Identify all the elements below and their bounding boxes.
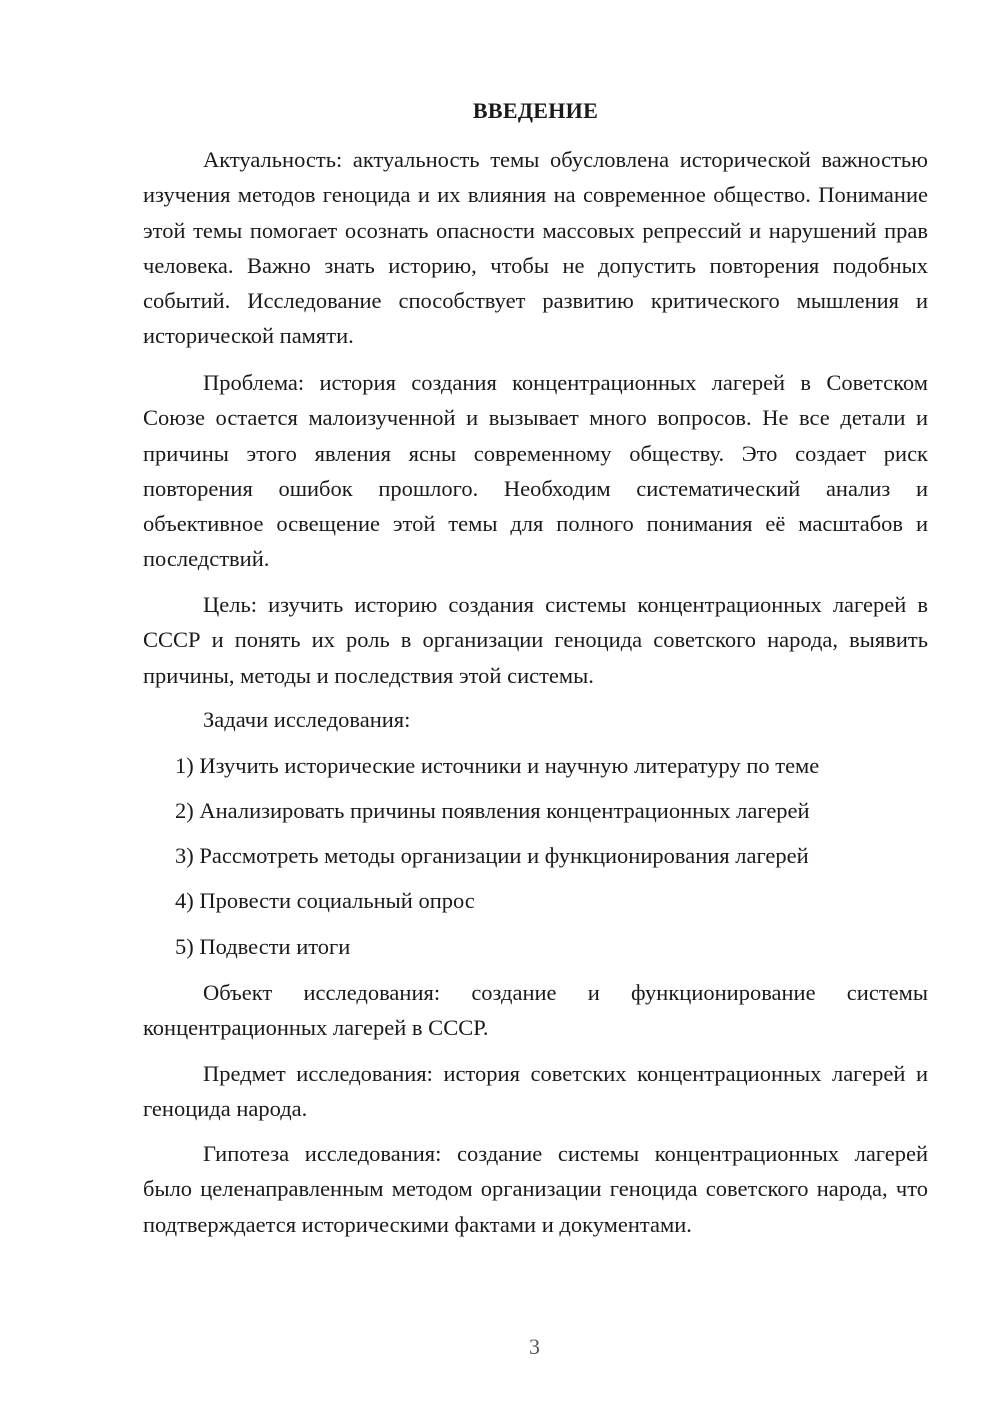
- task-item-1: 1) Изучить исторические источники и научную литературу по теме: [175, 753, 820, 778]
- page-number-value: 3: [529, 1334, 540, 1359]
- task-item-5: 5) Подвести итоги: [175, 934, 351, 959]
- page-title: ВВЕДЕНИЕ: [472, 98, 599, 123]
- task-item-3: 3) Рассмотреть методы организации и функционирования лагерей: [175, 843, 809, 868]
- relevance-paragraph: Актуальность: актуальность темы обусловлена исторической важностью изучения методов геноцида и их влияния на современное общество. Понимание этой темы помогает осознать опасности массовых репрессий и нарушений прав человека. Важно знать историю, чтобы не допустить повторения подобных событий. Исследование способствует развитию критического мышления и исторической памяти.: [143, 147, 928, 349]
- problem-paragraph: Проблема: история создания концентрационных лагерей в Советском Союзе остается малоизученной и вызывает много вопросов. Не все детали и причины этого явления ясны современному обществу. Это создает риск повторения ошибок прошлого. Необходим систематический анализ и объективное освещение этой темы для полного понимания её масштабов и последствий.: [143, 370, 928, 572]
- task-item-2: 2) Анализировать причины появления концентрационных лагерей: [175, 798, 810, 823]
- hypothesis-paragraph: Гипотеза исследования: создание системы концентрационных лагерей было целенаправленным методом организации геноцида советского народа, что подтверждается историческими фактами и документами.: [143, 1141, 928, 1237]
- task-item-4: 4) Провести социальный опрос: [175, 888, 475, 913]
- object-paragraph: Объект исследования: создание и функционирование системы концентрационных лагерей в СССР.: [143, 980, 928, 1041]
- page-number: [143, 1333, 928, 1361]
- tasks-heading: Задачи исследования:: [203, 707, 411, 732]
- goal-paragraph: Цель: изучить историю создания системы концентрационных лагерей в СССР и понять их роль в организации геноцида советского народа, выявить причины, методы и последствия этой системы.: [143, 592, 928, 688]
- subject-paragraph: Предмет исследования: история советских концентрационных лагерей и геноцида народа.: [143, 1061, 928, 1122]
